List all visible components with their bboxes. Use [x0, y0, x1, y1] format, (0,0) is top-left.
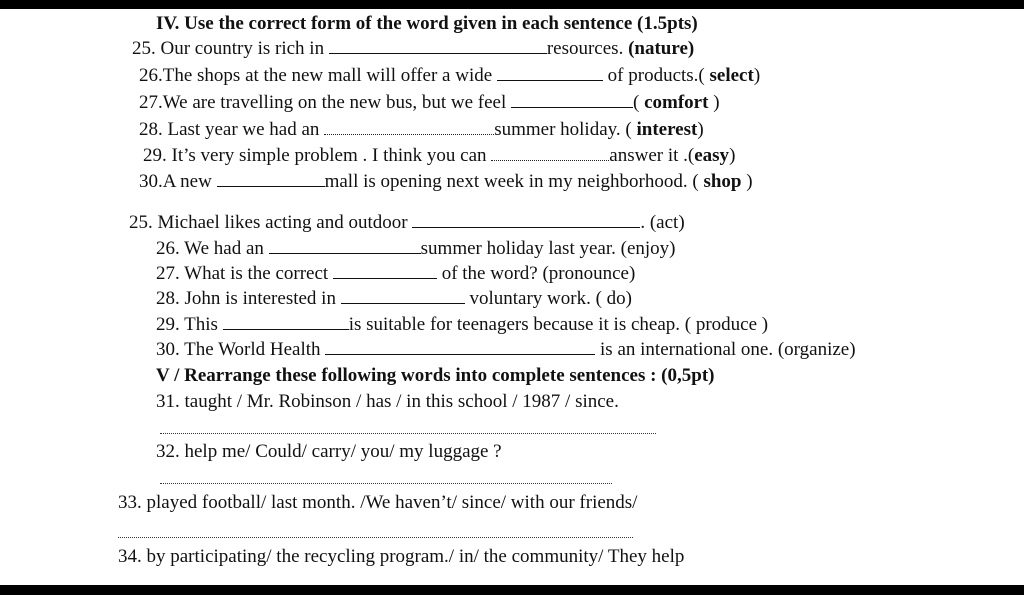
- answer-blank[interactable]: [412, 212, 640, 228]
- answer-blank[interactable]: [333, 263, 437, 279]
- exercise-item: 25. Michael likes acting and outdoor . (act): [129, 212, 685, 233]
- answer-blank[interactable]: [217, 171, 325, 187]
- section-5-heading: V / Rearrange these following words into complete sentences : (0,5pt): [156, 365, 715, 386]
- answer-blank[interactable]: [497, 65, 603, 81]
- answer-blank[interactable]: [511, 92, 633, 108]
- answer-blank[interactable]: [325, 339, 595, 355]
- rearrange-item: 31. taught / Mr. Robinson / has / in this school / 1987 / since.: [156, 391, 619, 412]
- exercise-item: 30.A new mall is opening next week in my neighborhood. ( shop ): [139, 171, 753, 192]
- rearrange-item: 33. played football/ last month. /We haven’t/ since/ with our friends/: [118, 492, 638, 513]
- worksheet-page: [0, 9, 1024, 585]
- exercise-item: 28. Last year we had an summer holiday. ( interest): [139, 119, 704, 140]
- exercise-item: 27.We are travelling on the new bus, but we feel ( comfort ): [139, 92, 720, 113]
- exercise-item: 27. What is the correct of the word? (pronounce): [156, 263, 636, 284]
- answer-line[interactable]: [160, 482, 612, 484]
- section-4-heading: IV. Use the correct form of the word given in each sentence (1.5pts): [156, 13, 698, 34]
- exercise-item: 26. We had an summer holiday last year. (enjoy): [156, 238, 676, 259]
- rearrange-item: 32. help me/ Could/ carry/ you/ my luggage ?: [156, 441, 502, 462]
- answer-blank[interactable]: [223, 314, 349, 330]
- answer-line[interactable]: [118, 536, 633, 538]
- exercise-item: 30. The World Health is an international one. (organize): [156, 339, 856, 360]
- answer-blank[interactable]: [341, 288, 465, 304]
- answer-blank[interactable]: [491, 146, 609, 161]
- answer-blank[interactable]: [324, 120, 494, 135]
- exercise-item: 29. It’s very simple problem . I think you can answer it .(easy): [143, 145, 736, 166]
- answer-line[interactable]: [160, 432, 656, 434]
- exercise-item: 25. Our country is rich in resources. (nature): [132, 38, 695, 59]
- exercise-item: 29. This is suitable for teenagers because it is cheap. ( produce ): [156, 314, 769, 335]
- exercise-item: 26.The shops at the new mall will offer a wide of products.( select): [139, 65, 761, 86]
- answer-blank[interactable]: [269, 238, 421, 254]
- exercise-item: 28. John is interested in voluntary work. ( do): [156, 288, 632, 309]
- rearrange-item: 34. by participating/ the recycling program./ in/ the community/ They help: [118, 546, 685, 567]
- answer-blank[interactable]: [329, 38, 547, 54]
